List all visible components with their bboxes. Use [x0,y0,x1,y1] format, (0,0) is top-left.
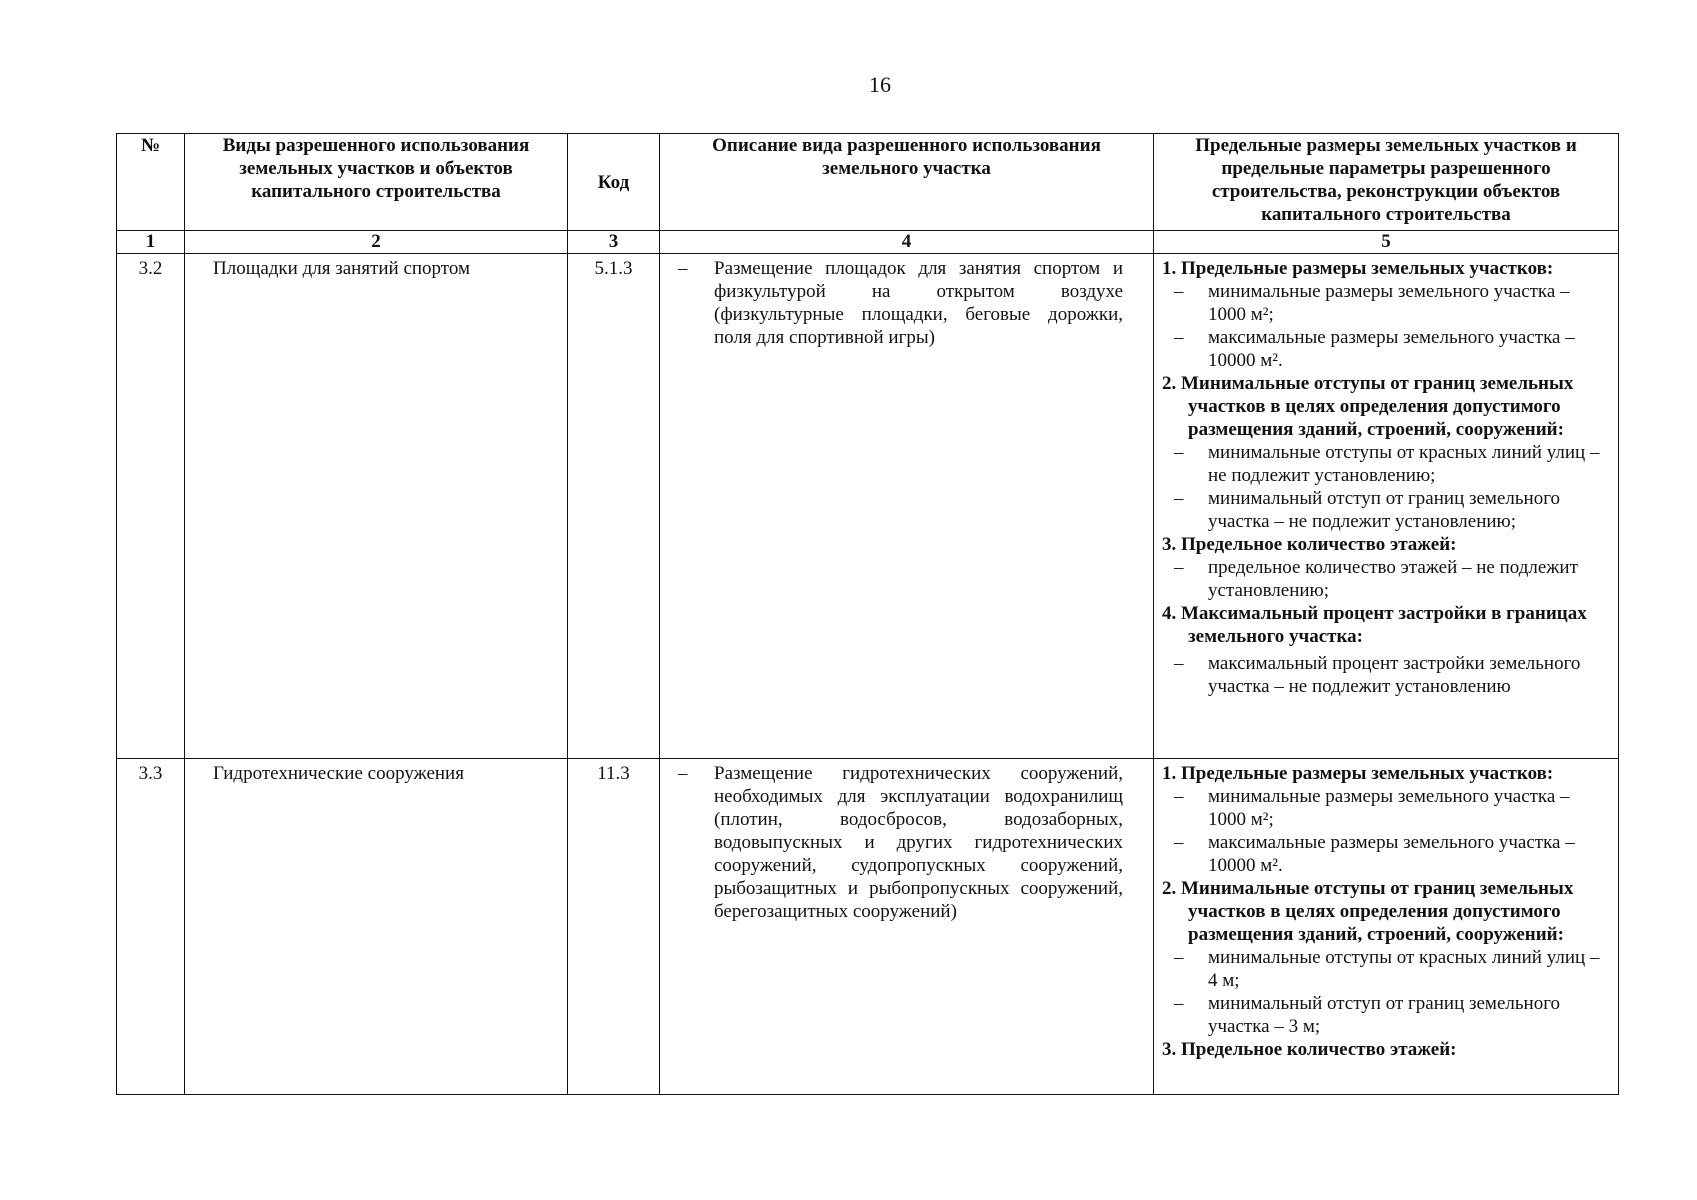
row-number: 3.2 [117,254,185,759]
dash-bullet: – [678,258,688,279]
use-code: 5.1.3 [568,254,660,759]
parameter-text: минимальные размеры земельного участка – 1000 м²; [1208,786,1570,830]
section-title: 1. Предельные размеры земельных участков: [1162,258,1554,279]
section-title: 1. Предельные размеры земельных участков: [1162,763,1554,784]
header-code: Код [568,134,660,231]
parameter-item: – минимальный отступ от границ земельного участка – 3 м; [1162,992,1606,1038]
description-text: Размещение площадок для занятия спортом и физкультурой на открытом воздухе (физкультурные площадки, беговые дорожки, поля для спортивной игры) [714,258,1123,348]
header-num: № [117,134,185,231]
parameter-text: минимальный отступ от границ земельного участка – не подлежит установлению; [1208,488,1561,532]
table-row [117,759,1619,1095]
column-number: 1 [117,231,185,254]
parameter-item: – минимальный отступ от границ земельного участка – не подлежит установлению; [1162,487,1606,533]
parameter-text: минимальные размеры земельного участка – 1000 м²; [1208,281,1570,325]
parameter-text: максимальный процент застройки земельного участка – не подлежит установлению [1208,653,1581,697]
header-use-type: Виды разрешенного использования земельных участков и объектов капитального строительства [185,134,568,231]
section-title: 2. Минимальные отступы от границ земельных участков в целях определения допустимого размещения зданий, строений, сооружений: [1162,373,1574,440]
row-number: 3.3 [117,759,185,1095]
land-use-table [116,133,1619,1095]
parameter-item: – минимальные отступы от красных линий улиц – 4 м; [1162,946,1606,992]
dash-bullet: – [678,763,688,784]
section-title: 3. Предельное количество этажей: [1162,534,1457,555]
header-parameters: Предельные размеры земельных участков и предельные параметры разрешенного строительства, реконструкции объектов капитального строительства [1154,134,1619,231]
parameter-item: – минимальные размеры земельного участка – 1000 м²; [1162,785,1606,831]
parameter-text: максимальные размеры земельного участка – 10000 м². [1208,832,1575,876]
parameter-item: – максимальные размеры земельного участка – 10000 м². [1162,326,1606,372]
column-number-row [117,231,1619,254]
use-type-name: Площадки для занятий спортом [185,254,568,759]
section-title: 4. Максимальный процент застройки в границах земельного участка: [1162,603,1587,647]
parameter-text: минимальный отступ от границ земельного участка – 3 м; [1208,993,1561,1037]
column-number: 5 [1154,231,1619,254]
parameters-cell [1154,759,1619,1095]
header-description: Описание вида разрешенного использования земельного участка [660,134,1154,231]
section-title: 3. Предельное количество этажей: [1162,1039,1457,1060]
parameter-item: – предельное количество этажей – не подлежит установлению; [1162,556,1606,602]
column-number: 2 [185,231,568,254]
parameter-text: предельное количество этажей – не подлежит установлению; [1208,557,1578,601]
use-type-name: Гидротехнические сооружения [185,759,568,1095]
parameter-item: – минимальные размеры земельного участка – 1000 м²; [1162,280,1606,326]
parameter-item: – максимальные размеры земельного участка – 10000 м². [1162,831,1606,877]
parameter-text: минимальные отступы от красных линий улиц – 4 м; [1208,947,1600,991]
header-row [117,134,1619,231]
description-item [660,257,1153,349]
parameter-item: – максимальный процент застройки земельного участка – не подлежит установлению [1162,652,1606,698]
column-number: 4 [660,231,1154,254]
use-description [660,759,1154,1095]
parameter-item: – минимальные отступы от красных линий улиц – не подлежит установлению; [1162,441,1606,487]
column-number: 3 [568,231,660,254]
parameter-text: минимальные отступы от красных линий улиц – не подлежит установлению; [1208,442,1600,486]
page-number: 16 [869,72,891,97]
section-title: 2. Минимальные отступы от границ земельных участков в целях определения допустимого размещения зданий, строений, сооружений: [1162,878,1574,945]
description-text: Размещение гидротехнических сооружений, необходимых для эксплуатации водохранилищ (плотин, водосбросов, водозаборных, водовыпускных и других гидротехнических сооружений, судопропускных сооружений, рыбозащитных и рыбопропускных сооружений, берегозащитных сооружений) [714,763,1123,922]
parameter-text: максимальные размеры земельного участка – 10000 м². [1208,327,1575,371]
table-row [117,254,1619,759]
use-description [660,254,1154,759]
description-item [660,762,1153,923]
use-code: 11.3 [568,759,660,1095]
parameters-cell [1154,254,1619,759]
